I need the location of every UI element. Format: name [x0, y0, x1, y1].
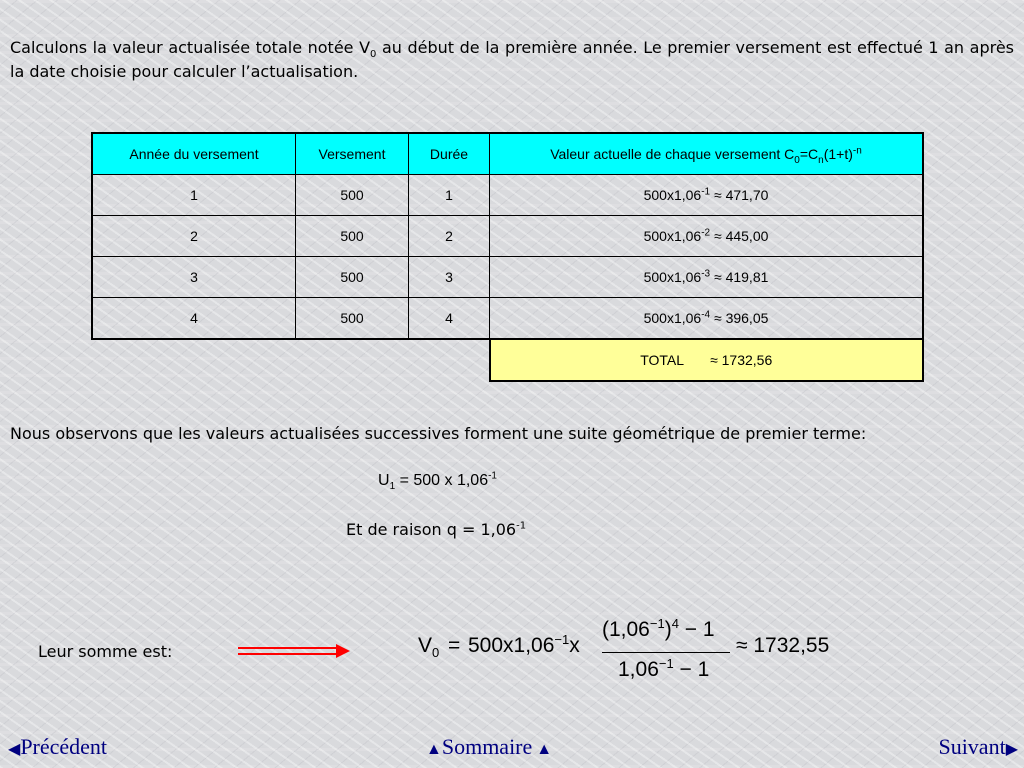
previous-label: Précédent: [20, 734, 108, 759]
cell-valeur-base: 500x1,06: [643, 269, 702, 285]
formula-num-b: ): [664, 618, 672, 641]
cell-valeur: [490, 298, 924, 340]
table-header-row: [92, 133, 923, 175]
sum-formula: [418, 616, 858, 686]
header-annee: Année du versement: [92, 133, 296, 175]
cell-valeur: [490, 175, 924, 216]
formula-denominator: [618, 658, 709, 682]
formula-main-base: 500x1,06: [468, 634, 555, 657]
discount-table: [91, 132, 924, 382]
header-versement: Versement: [296, 133, 409, 175]
formula-equals: =: [448, 634, 461, 657]
cell-valeur: [490, 216, 924, 257]
ratio-sup: -1: [516, 520, 527, 532]
cell-versement: 500: [296, 216, 409, 257]
cell-valeur-approx: ≈ 445,00: [710, 228, 769, 244]
cell-valeur-exp: -3: [701, 268, 711, 280]
intro-text-1: Calculons la valeur actualisée totale notée V: [10, 38, 371, 57]
header-duree: Durée: [409, 133, 490, 175]
formula-main: [468, 634, 580, 658]
table-total-row: [92, 339, 923, 381]
formula-den-b: − 1: [673, 658, 710, 681]
formula-v-sub: 0: [432, 645, 440, 661]
sum-label: Leur somme est:: [38, 642, 173, 661]
cell-duree: 2: [409, 216, 490, 257]
ratio-text: [346, 520, 526, 539]
header-valeur-subn: n: [818, 154, 824, 166]
formula-times: x: [569, 634, 580, 657]
formula-den-a: 1,06: [618, 658, 659, 681]
header-valeur-sub0: 0: [794, 154, 800, 166]
formula-num-a: (1,06: [602, 618, 650, 641]
summary-link[interactable]: [426, 734, 552, 760]
blank-cell: [296, 339, 409, 381]
triangle-right-icon: ▶: [1005, 741, 1018, 758]
cell-annee: 4: [92, 298, 296, 340]
header-valeur-sup: -n: [852, 145, 862, 157]
table-row: [92, 298, 923, 340]
cell-duree: 3: [409, 257, 490, 298]
fraction-bar: [602, 652, 730, 653]
summary-label: Sommaire: [441, 734, 533, 759]
cell-valeur: [490, 257, 924, 298]
blank-cell: [92, 339, 296, 381]
formula-v: V: [418, 634, 433, 657]
cell-annee: 2: [92, 216, 296, 257]
cell-versement: 500: [296, 257, 409, 298]
triangle-up-icon: ▲: [426, 741, 442, 758]
cell-valeur-base: 500x1,06: [643, 310, 702, 326]
intro-paragraph: [10, 36, 1014, 84]
total-value: ≈ 1732,56: [710, 352, 773, 368]
formula-num-c: − 1: [678, 618, 715, 641]
blank-cell: [409, 339, 490, 381]
u1-sub: 1: [389, 481, 396, 493]
total-label: TOTAL: [640, 352, 685, 368]
formula-num-pow: 4: [671, 616, 679, 631]
triangle-up-icon: ▲: [532, 741, 553, 758]
previous-link[interactable]: [8, 734, 107, 760]
u1-sup: -1: [488, 470, 497, 482]
u1-label: U: [378, 472, 390, 489]
cell-valeur-approx: ≈ 471,70: [710, 187, 769, 203]
intro-subscript: 0: [370, 49, 377, 61]
formula-num-exp: −1: [649, 616, 665, 631]
next-label: Suivant: [938, 734, 1006, 759]
total-cell: [490, 339, 924, 381]
header-valeur-b: =C: [799, 146, 819, 162]
formula-main-exp: −1: [554, 632, 570, 647]
cell-valeur-exp: -4: [701, 309, 711, 321]
cell-versement: 500: [296, 175, 409, 216]
table-row: [92, 216, 923, 257]
observation-text: Nous observons que les valeurs actualisées successives forment une suite géométrique de premier terme:: [10, 424, 867, 443]
next-link[interactable]: [938, 734, 1018, 760]
intro-text-2: au début de la première année. Le premier versement est effectué 1 an après la date choisie pour calculer l’actualisation.: [10, 38, 1015, 81]
cell-versement: 500: [296, 298, 409, 340]
cell-annee: 3: [92, 257, 296, 298]
header-valeur-c: (1+t): [823, 146, 853, 162]
cell-valeur-base: 500x1,06: [643, 187, 702, 203]
cell-annee: 1: [92, 175, 296, 216]
formula-result: ≈ 1732,55: [736, 634, 830, 657]
cell-duree: 1: [409, 175, 490, 216]
cell-duree: 4: [409, 298, 490, 340]
cell-valeur-base: 500x1,06: [643, 228, 702, 244]
ratio-label: Et de raison q = 1,06: [346, 520, 517, 539]
header-valeur: [490, 133, 924, 175]
u1-expr: = 500 x 1,06: [395, 472, 489, 489]
cell-valeur-approx: ≈ 396,05: [710, 310, 769, 326]
formula-numerator: [602, 618, 715, 642]
triangle-left-icon: ◀: [8, 741, 21, 758]
cell-valeur-exp: -2: [701, 227, 711, 239]
header-valeur-a: Valeur actuelle de chaque versement C: [550, 146, 795, 162]
table-row: [92, 257, 923, 298]
cell-valeur-approx: ≈ 419,81: [710, 269, 769, 285]
formula-den-exp: −1: [658, 656, 674, 671]
right-arrow-icon: [238, 643, 350, 659]
formula-v0: [418, 634, 440, 661]
table-row: [92, 175, 923, 216]
cell-valeur-exp: -1: [701, 186, 711, 198]
first-term: [378, 470, 497, 493]
